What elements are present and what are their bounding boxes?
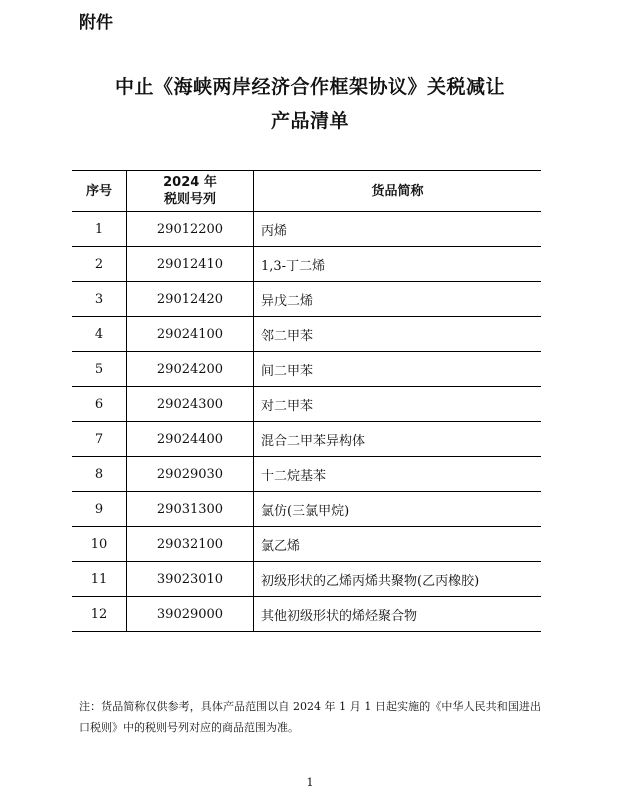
document-title-line2: 产品清单	[270, 110, 349, 132]
row-tariff-code: 29012200	[127, 212, 254, 247]
row-serial-number: 4	[72, 317, 127, 352]
row-product-name: 其他初级形状的烯烃聚合物	[254, 597, 542, 632]
table-header-row	[72, 171, 541, 212]
row-tariff-code: 39023010	[127, 562, 254, 597]
row-product-name: 氯仿(三氯甲烷)	[254, 492, 542, 527]
table-row	[72, 317, 541, 352]
row-tariff-code: 29024100	[127, 317, 254, 352]
row-serial-number: 6	[72, 387, 127, 422]
footnote: 注：货品简称仅供参考，具体产品范围以自 2024 年 1 月 1 日起实施的《中华人民共和国进出口税则》中的税则号列对应的商品范围为准。	[79, 700, 541, 734]
row-serial-number: 12	[72, 597, 127, 632]
row-tariff-code: 29031300	[127, 492, 254, 527]
row-serial-number: 8	[72, 457, 127, 492]
table-row	[72, 492, 541, 527]
table-row	[72, 422, 541, 457]
row-tariff-code: 39029000	[127, 597, 254, 632]
header-tariff-code	[127, 171, 254, 212]
row-serial-number: 5	[72, 352, 127, 387]
row-product-name: 异戊二烯	[254, 282, 542, 317]
row-tariff-code: 29024300	[127, 387, 254, 422]
row-tariff-code: 29024200	[127, 352, 254, 387]
table-row	[72, 457, 541, 492]
row-serial-number: 3	[72, 282, 127, 317]
row-product-name: 对二甲苯	[254, 387, 542, 422]
row-serial-number: 10	[72, 527, 127, 562]
table-row	[72, 527, 541, 562]
row-product-name: 间二甲苯	[254, 352, 542, 387]
header-tariff-code-year: 2024 年	[163, 175, 217, 190]
page-number: 1	[306, 776, 314, 789]
row-tariff-code: 29012420	[127, 282, 254, 317]
row-product-name: 十二烷基苯	[254, 457, 542, 492]
row-product-name: 初级形状的乙烯丙烯共聚物(乙丙橡胶)	[254, 562, 542, 597]
product-list-table	[72, 170, 541, 632]
table-row	[72, 212, 541, 247]
table-row	[72, 562, 541, 597]
table-row	[72, 597, 541, 632]
row-serial-number: 11	[72, 562, 127, 597]
row-product-name: 混合二甲苯异构体	[254, 422, 542, 457]
row-tariff-code: 29024400	[127, 422, 254, 457]
row-product-name: 氯乙烯	[254, 527, 542, 562]
attachment-label: 附件	[79, 13, 113, 33]
row-tariff-code: 29032100	[127, 527, 254, 562]
header-serial-number: 序号	[72, 171, 127, 212]
table-row	[72, 352, 541, 387]
row-product-name: 1,3-丁二烯	[254, 247, 542, 282]
header-product-name: 货品简称	[254, 171, 542, 212]
table-row	[72, 282, 541, 317]
row-tariff-code: 29029030	[127, 457, 254, 492]
table-row	[72, 387, 541, 422]
table-row	[72, 247, 541, 282]
row-serial-number: 7	[72, 422, 127, 457]
row-serial-number: 2	[72, 247, 127, 282]
document-title-line1: 中止《海峡两岸经济合作框架协议》关税减让	[114, 76, 505, 98]
header-tariff-code-label: 税则号列	[163, 192, 216, 207]
row-serial-number: 1	[72, 212, 127, 247]
row-product-name: 邻二甲苯	[254, 317, 542, 352]
row-product-name: 丙烯	[254, 212, 542, 247]
row-serial-number: 9	[72, 492, 127, 527]
row-tariff-code: 29012410	[127, 247, 254, 282]
